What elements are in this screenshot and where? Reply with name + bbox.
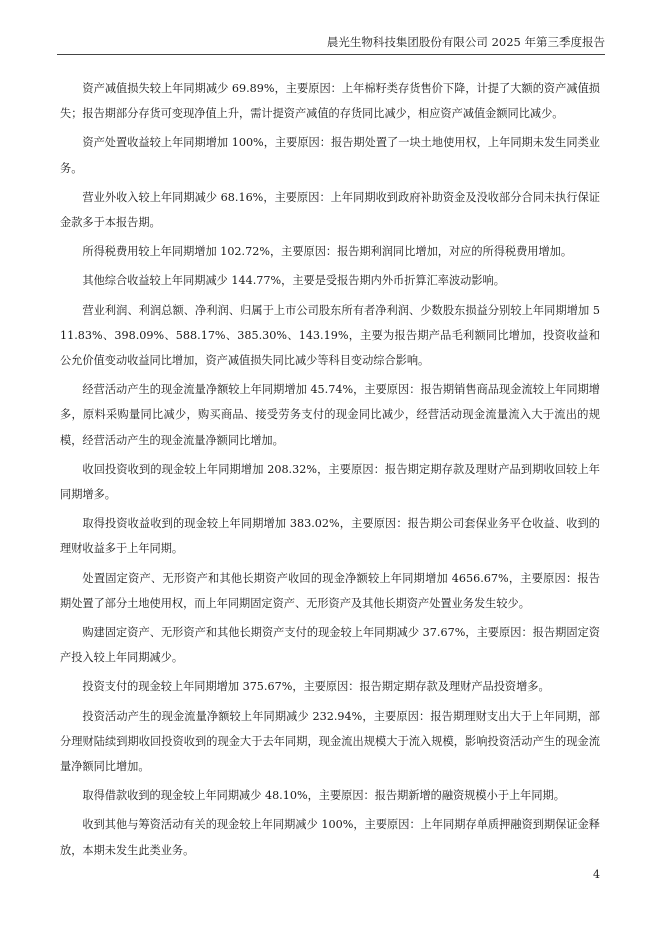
paragraph-investment-payments: 投资支付的现金较上年同期增加 375.67%，主要原因：报告期定期存款及理财产品投资增多。 [82, 680, 550, 694]
page-number: 4 [593, 868, 600, 881]
paragraph-non-operating-income: 营业外收入较上年同期减少 68.16%，主要原因：上年同期收到政府补助资金及没收部分合同未执行保证金款多于本报告期。 [60, 190, 600, 230]
paragraph-other-comprehensive-income: 其他综合收益较上年同期减少 144.77%，主要是受报告期内外币折算汇率波动影响。 [82, 274, 505, 288]
paragraph-financing-other: 收到其他与筹资活动有关的现金较上年同期减少 100%，主要原因：上年同期存单质押融资到期保证金释放，本期未发生此类业务。 [60, 818, 600, 857]
paragraph-asset-disposal: 资产处置收益较上年同期增加 100%，主要原因：报告期处置了一块土地使用权，上年同期未发生同类业务。 [60, 136, 600, 175]
paragraph-income-tax: 所得税费用较上年同期增加 102.72%，主要原因：报告期利润同比增加，对应的所得税费用增加。 [82, 245, 573, 259]
paragraph-investing-cash-flow: 投资活动产生的现金流量净额较上年同期减少 232.94%，主要原因：报告期理财支出大于上年同期，部分理财陆续到期收回投资收到的现金大于去年同期，现金流出规模大于流入规模，影响投资活动产生的现金流量净额同比增加。 [60, 709, 600, 774]
header-divider [57, 54, 605, 55]
paragraph-capex-cash: 购建固定资产、无形资产和其他长期资产支付的现金较上年同期减少 37.67%，主要原因：报告期固定资产投入较上年同期减少。 [60, 626, 600, 665]
paragraph-investment-income-cash: 取得投资收益收到的现金较上年同期增加 383.02%，主要原因：报告期公司套保业务平仓收益、收到的理财收益多于上年同期。 [60, 517, 600, 556]
page-header: 晨光生物科技集团股份有限公司 2025 年第三季度报告 [326, 35, 605, 49]
paragraph-investment-recovery: 收回投资收到的现金较上年同期增加 208.32%，主要原因：报告期定期存款及理财产品到期收回较上年同期增多。 [60, 462, 600, 502]
report-body [60, 76, 600, 867]
paragraph-asset-disposal-cash: 处置固定资产、无形资产和其他长期资产收回的现金净额较上年同期增加 4656.67%，主要原因：报告期处置了部分土地使用权，而上年同期固定资产、无形资产及其他长期资产处置业务发生较少。 [60, 571, 600, 610]
paragraph-profit-summary: 营业利润、利润总额、净利润、归属于上市公司股东所有者净利润、少数股东损益分别较上年同期增加 511.83%、398.09%、588.17%、385.30%、143.19%，主要为报告期产品毛利额同比增加，投资收益和公允价值变动收益同比增加，资产减值损失同比减少等科目变动综合影响。 [60, 303, 600, 368]
paragraph-asset-impairment: 资产减值损失较上年同期减少 69.89%，主要原因：上年棉籽类存货售价下降，计提了大额的资产减值损失；报告期部分存货可变现净值上升，需计提资产减值的存货同比减少，相应资产减值金额同比减少。 [60, 82, 600, 121]
paragraph-borrowings: 取得借款收到的现金较上年同期减少 48.10%，主要原因：报告期新增的融资规模小于上年同期。 [82, 789, 565, 803]
paragraph-operating-cash-flow: 经营活动产生的现金流量净额较上年同期增加 45.74%，主要原因：报告期销售商品现金流较上年同期增多，原料采购量同比减少，购买商品、接受劳务支付的现金同比减少，经营活动现金流量流入大于流出的规模，经营活动产生的现金流量净额同比增加。 [60, 383, 600, 447]
